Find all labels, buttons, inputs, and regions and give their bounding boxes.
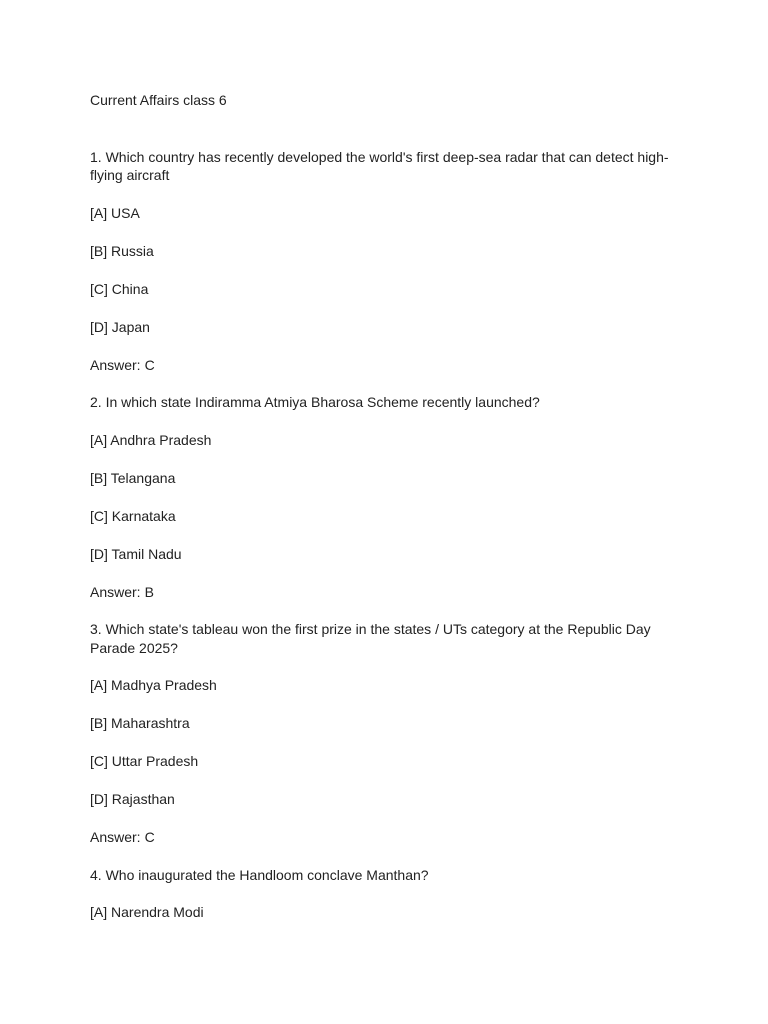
question-text: 4. Who inaugurated the Handloom conclave Manthan? (90, 866, 429, 883)
answer-value: C (144, 829, 155, 845)
option-d: [D] Rajasthan (90, 791, 175, 807)
option-a: [A] Andhra Pradesh (90, 431, 212, 448)
document-page (90, 91, 670, 941)
question-block (90, 148, 670, 375)
question-block (90, 866, 670, 922)
question-block (90, 393, 670, 601)
question-text: 1. Which country has recently developed the world's first deep-sea radar that can detect high-flying aircraft (90, 148, 669, 183)
question-text: 2. In which state Indiramma Atmiya Bharosa Scheme recently launched? (90, 394, 540, 410)
question-block (90, 620, 670, 847)
option-b: [B] Telangana (90, 469, 176, 486)
answer-value: C (144, 356, 155, 373)
option-a: [A] Madhya Pradesh (90, 677, 217, 693)
answer-prefix: Answer: (90, 829, 141, 845)
option-c: [C] China (90, 280, 149, 297)
answer-line (90, 828, 670, 847)
option-c: [C] Uttar Pradesh (90, 753, 199, 769)
option-d: [D] Tamil Nadu (90, 545, 182, 562)
answer-line (90, 583, 670, 602)
option-c: [C] Karnataka (90, 507, 176, 524)
answer-prefix: Answer: (90, 583, 141, 600)
answer-prefix: Answer: (90, 356, 141, 373)
option-d: [D] Japan (90, 318, 150, 335)
question-text: 3. Which state's tableau won the first prize in the states / UTs category at the Republic Day Parade 2025? (90, 621, 651, 656)
answer-line (90, 356, 670, 375)
answer-value: B (144, 583, 154, 600)
option-b: [B] Russia (90, 242, 154, 259)
option-b: [B] Maharashtra (90, 715, 190, 731)
document-title: Current Affairs class 6 (90, 92, 227, 108)
option-a: [A] Narendra Modi (90, 904, 204, 920)
option-a: [A] USA (90, 204, 140, 221)
